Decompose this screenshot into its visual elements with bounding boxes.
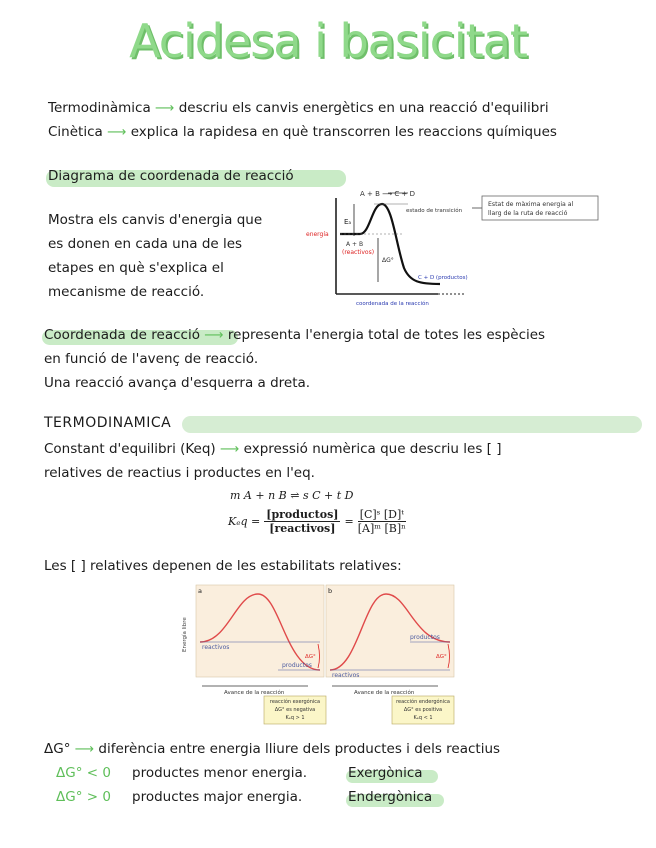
dg-label: ΔG° <box>382 257 394 264</box>
coord-line-3: Una reacció avança d'esquerra a dreta. <box>44 375 311 391</box>
panel-b-bg <box>326 585 454 677</box>
keq-text-1: expressió numèrica que descriu les [ ] <box>243 441 502 457</box>
keq-line-2: relatives de reactius i productes en l'eq. <box>44 465 315 481</box>
coord-line-2: en funció de l'avenç de reacció. <box>44 351 259 367</box>
reactants-label-1: A + B <box>346 241 364 248</box>
relative-text: Les [ ] relatives depenen de les estabilitats relatives: <box>44 558 402 574</box>
exergonic-label: Exergònica <box>348 765 423 781</box>
coord-line-1 <box>44 327 545 343</box>
keq-lhs: Kₑq = <box>228 515 261 528</box>
products-label: C + D (productos) <box>418 275 468 281</box>
desc-line: Mostra els canvis d'energia que <box>48 212 263 228</box>
thermo-heading: TERMODINAMICA <box>44 415 172 431</box>
intro-line-2 <box>48 124 557 140</box>
b-caption-2: ΔG° es positiva <box>403 707 443 713</box>
keq-denominator-2: [A]ᵐ [B]ⁿ <box>357 522 406 535</box>
keq-line-1 <box>44 441 501 457</box>
a-caption-1: reacción exergónica <box>269 699 321 705</box>
keq-equals: = <box>344 515 354 528</box>
panel-b-letter: b <box>328 587 333 595</box>
endergonic-label: Endergònica <box>348 789 433 805</box>
keq-fraction-2 <box>358 508 406 535</box>
y-axis-label: Energía libre <box>182 617 188 652</box>
keq-equation <box>228 508 406 535</box>
b-reactants-label: reactivos <box>332 672 360 679</box>
ts-label: estado de transición <box>406 208 463 214</box>
b-caption-1: reacción endergónica <box>396 699 450 705</box>
dg-text: diferència entre energia lliure dels productes i dels reactius <box>98 741 501 757</box>
arrow-icon: ⟶ <box>107 124 127 140</box>
reaction-coordinate-figure <box>300 184 610 310</box>
coord-text-1: representa l'energia total de totes les espècies <box>227 327 546 343</box>
intro-text-1: descriu els canvis energètics en una reacció d'equilibri <box>178 100 549 116</box>
arrow-icon: ⟶ <box>204 327 224 343</box>
keq-fraction-1 <box>264 508 340 535</box>
diagram-heading: Diagrama de coordenada de reacció <box>48 168 294 184</box>
ea-label: Eₐ <box>344 218 352 226</box>
keq-numerator-2: [C]ˢ [D]ᵗ <box>359 508 405 521</box>
diagram-description <box>48 208 262 304</box>
desc-line: etapes en què s'explica el <box>48 260 224 276</box>
b-x-label: Avance de la reacción <box>354 690 415 696</box>
intro-text-2: explica la rapidesa en què transcorren les reaccions químiques <box>130 124 557 140</box>
term-keq: Constant d'equilibri (Keq) <box>44 441 216 457</box>
intro-line-1 <box>48 100 549 116</box>
term-coordenada: Coordenada de reacció <box>44 327 200 343</box>
section-bar <box>182 416 642 433</box>
term-termodinamica: Termodinàmica <box>48 100 151 116</box>
dg-negative-text: productes menor energia. <box>132 765 308 781</box>
figure-top-label: A + B ⟶ C + D <box>360 190 415 198</box>
energy-figure <box>178 582 460 726</box>
callout-text-2: llarg de la ruta de reacció <box>488 210 568 217</box>
keq-numerator: [productos] <box>266 508 339 521</box>
a-products-label: productos <box>282 662 312 669</box>
desc-line: es donen en cada una de les <box>48 236 243 252</box>
keq-denominator: [reactivos] <box>269 522 336 535</box>
x-axis-label: coordenada de la reacción <box>356 301 429 307</box>
b-caption-3: Kₑq < 1 <box>413 715 433 721</box>
dg-positive-cond: ΔG° > 0 <box>56 789 111 805</box>
reaction-equation: m A + n B ⇌ s C + t D <box>230 489 354 502</box>
arrow-icon: ⟶ <box>155 100 175 116</box>
y-axis-label: energía <box>306 231 329 238</box>
arrow-icon: ⟶ <box>220 441 240 457</box>
a-dg-label: ΔG° <box>305 654 316 660</box>
panel-a-letter: a <box>198 587 202 595</box>
dg-line <box>44 741 500 757</box>
term-cinetica: Cinètica <box>48 124 103 140</box>
arrow-icon: ⟶ <box>74 741 95 757</box>
term-dg: ΔG° <box>44 741 71 757</box>
callout-text-1: Estat de màxima energia al <box>488 201 574 208</box>
dg-negative-cond: ΔG° < 0 <box>56 765 111 781</box>
desc-line: mecanisme de reacció. <box>48 284 205 300</box>
a-caption-3: Kₑq > 1 <box>285 715 305 721</box>
a-reactants-label: reactivos <box>202 644 230 651</box>
page-title: Acidesa i basicitat <box>129 14 527 68</box>
b-dg-label: ΔG° <box>436 654 447 660</box>
dg-positive-text: productes major energia. <box>132 789 303 805</box>
a-caption-2: ΔG° es negativa <box>274 707 316 713</box>
reactants-label-2: (reactivos) <box>342 249 375 256</box>
b-products-label: productos <box>410 634 440 641</box>
a-x-label: Avance de la reacción <box>224 690 285 696</box>
